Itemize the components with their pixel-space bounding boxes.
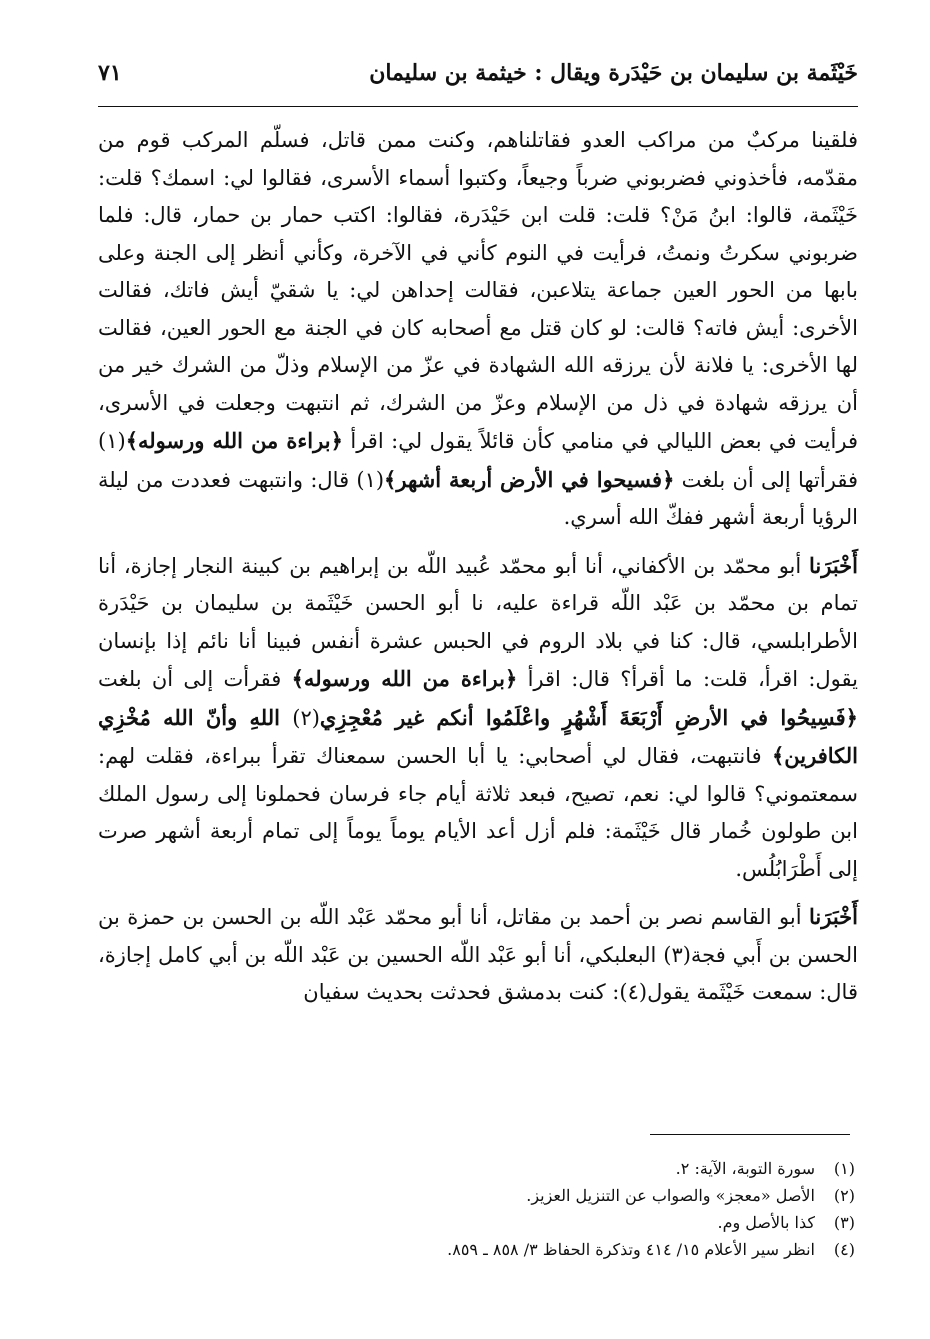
footnote-item [300, 1209, 855, 1236]
p2-quran-quote-2-end: اللهِ وأنّ الله مُخْزِي الكافرين﴾ [98, 704, 858, 768]
footnote-number: (٣) [833, 1213, 855, 1232]
page-number: ٧١ [98, 60, 122, 86]
p1-quran-quote-1: ﴿براءة من الله ورسوله﴾ [125, 428, 343, 453]
footnote-number: (٤) [833, 1240, 855, 1259]
p3-footnote-ref-4: (٤) [619, 980, 648, 1004]
p3-text-d: البعلبكي، أنا أبو عَبْد اللّه الحسين بن عَبْد اللّه بن أبي كامل إجازة، قال: سمعت خَيْثَمة يقول [98, 942, 858, 1004]
footnotes [300, 1155, 855, 1263]
footnote-text: الأصل «معجز» والصواب عن التنزيل العزيز. [526, 1186, 815, 1205]
footnote-separator [650, 1134, 850, 1135]
p3-footnote-ref-3: (٣) [663, 942, 691, 967]
p1-text-e: (١) قال: وانتبهت فعددت من ليلة الرؤيا أربعة أشهر ففكّ الله أسري. [98, 467, 858, 529]
main-text [98, 122, 858, 1012]
paragraph-2 [98, 547, 858, 889]
footnote-text: كذا بالأصل وم. [717, 1213, 815, 1232]
p2-text-d: فقرأت إلى أن بلغت [98, 667, 292, 691]
footnote-number: (١) [833, 1159, 855, 1178]
p3-akhbarana: أَخْبَرَنا [809, 904, 858, 929]
p2-akhbarana: أَخْبَرَنا [809, 552, 858, 578]
p1-text-a: فلقينا مركبٌ من مراكب العدو فقاتلناهم، وكنت ممن قاتل، فسلّم المركب قوم من مقدّمه، فأخذوني فضربوني ضرباً وجيعاً، وكتبوا أسماء الأسرى، فقالوا لي: اسمك؟ قلت: خَيْثَمة، قالوا: ابنُ مَنْ؟ قلت: قلت ابن حَيْدَرة، فقالوا: اكتب حمار بن حمار، قال: فلما ضربوني سكرتُ ونمتُ، فرأيت في النوم كأني في الآخرة، وكأني أنظر إلى الجنة وعلى بابها من الحور العين جماعة يتلاعبن، فقالت إحداهن لي: يا شقيّ أيش فاتك، فقالت الأخرى: أيش فاته؟ قالت: لو كان قتل مع أصحابه كان في الجنة مع الحور العين، فقالت لها الأخرى: يا فلانة لأن يرزقه الله الشهادة في عزّ من الإسلام وذلّ من الشرك خير من أن يرزقه شهادة في ذل من الإسلام وعزّ من الشرك، ثم انتبهت وجعلت في الأسرى، فرأيت في بعض الليالي في منامي كأن قائلاً يقول لي: اقرأ [98, 128, 858, 453]
running-header [98, 56, 858, 107]
p2-text-b: أبو محمّد بن الأكفاني، أنا أبو محمّد عُبيد اللّه بن إبراهيم بن كبينة النجار إجازة، أنا تمام بن محمّد بن عَبْد اللّه قراءة عليه، نا أبو الحسن خَيْثَمة بن سليمان بن حَيْدَرة الأطرابلسي، قال: كنا في بلاد الروم في الحبس عشرة أنفس فبينا أنا نائم إذا بإنسان يقول: اقرأ، قلت: ما أقرأ؟ قال: اقرأ [98, 553, 858, 691]
footnote-item [300, 1236, 855, 1263]
p2-footnote-ref-2: (٢) [292, 705, 320, 730]
paragraph-3 [98, 898, 858, 1012]
p3-text-b: أبو القاسم نصر بن أحمد بن مقاتل، أنا أبو محمّد عَبْد اللّه بن الحسن بن حمزة بن الحسن بن أَبي فجة [98, 905, 858, 967]
footnote-item [300, 1155, 855, 1182]
footnote-number: (٢) [833, 1186, 855, 1205]
p3-text-f: : كنت بدمشق فحدثت بحديث سفيان [303, 980, 620, 1004]
footnote-text: انظر سير الأعلام ١٥/ ٤١٤ وتذكرة الحفاظ ٣/ ٨٥٨ ـ ٨٥٩. [447, 1240, 815, 1259]
p1-text-c: (١) فقرأتها إلى أن بلغت [98, 429, 858, 492]
p2-quran-quote-1: ﴿براءة من الله ورسوله﴾ [291, 666, 518, 691]
p2-text-h: فانتبهت، فقال لي أصحابي: يا أبا الحسن سمعناك تقرأ ببراءة، فقلت لهم: سمعتموني؟ قالوا لي: نعم، تصيح، فبعد ثلاثة أيام جاء فرسان فحملونا إلى رسول الملك ابن طولون خُمار قال خَيْثَمة: فلم أزل أعد الأيام يوماً يوماً إلى تمام أربعة أشهر صرت إلى أَطْرَابُلُس. [98, 744, 858, 881]
p1-quran-quote-2: ﴿فسيحوا في الأرض أربعة أشهر﴾ [384, 466, 675, 492]
p2-quran-quote-2: ﴿فَسِيحُوا في الأرضِ أَرْبَعَةَ أَشْهُرٍ واعْلَمُوا أنكم غير مُعْجِزِي [319, 704, 858, 730]
footnote-item [300, 1182, 855, 1209]
footnote-text: سورة التوبة، الآية: ٢. [675, 1159, 815, 1178]
paragraph-1 [98, 122, 858, 537]
header-title: خَيْثَمة بن سليمان بن حَيْدَرة ويقال : خيثمة بن سليمان [369, 60, 858, 86]
